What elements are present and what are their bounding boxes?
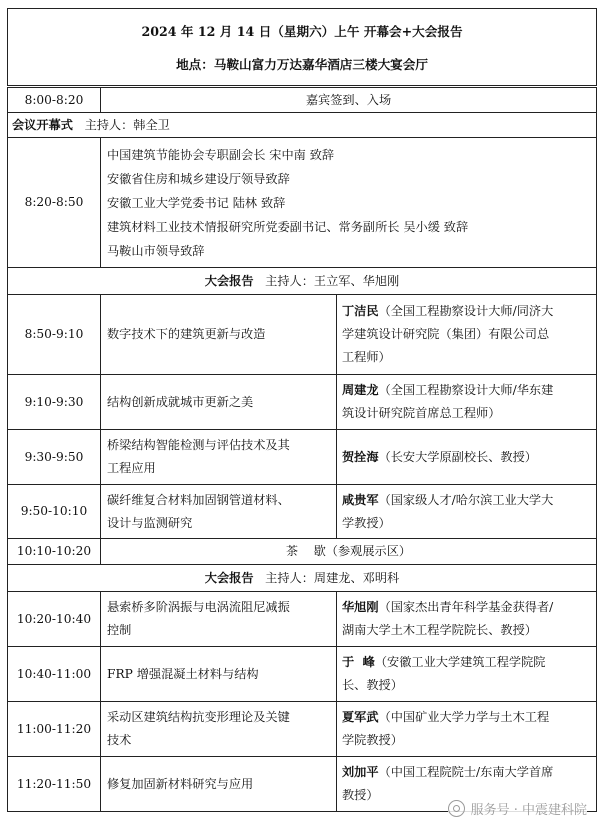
watermark-text: 服务号 · 中震建科院 — [470, 803, 587, 818]
checkin-text: 嘉宾签到、入场 — [101, 87, 597, 113]
talk-speaker: 刘加平（中国工程院院士/东南大学首席 教授） — [337, 757, 597, 812]
session2-title: 大会报告 — [204, 570, 254, 585]
talk-topic: 数字技术下的建筑更新与改造 — [101, 295, 337, 375]
session1-title: 大会报告 — [204, 273, 254, 288]
schedule-header — [8, 9, 597, 87]
watermark — [448, 799, 587, 818]
speaker-name: 咸贵军 — [342, 492, 379, 507]
speaker-name: 贺拴海 — [342, 449, 379, 464]
header-venue: 地点：马鞍山富力万达嘉华酒店三楼大宴会厅 — [176, 57, 428, 72]
session2-header — [8, 565, 597, 592]
talk-speaker: 贺拴海（长安大学原副校长、教授） — [337, 430, 597, 485]
opening-title: 会议开幕式 — [12, 117, 73, 132]
talk-speaker: 咸贵军（国家级人才/哈尔滨工业大学大 学教授） — [337, 485, 597, 539]
talk-topic: 结构创新成就城市更新之美 — [101, 375, 337, 430]
talk-time: 11:00-11:20 — [8, 702, 101, 757]
talk-time: 9:30-9:50 — [8, 430, 101, 485]
talk-topic: 悬索桥多阶涡振与电涡流阻尼减振 控制 — [101, 592, 337, 647]
checkin-time: 8:00-8:20 — [8, 87, 101, 113]
opening-line: 建筑材料工业技术情报研究所党委副书记、常务副所长 吴小缓 致辞 — [107, 219, 469, 234]
schedule-table — [7, 8, 597, 812]
opening-host: 主持人：韩全卫 — [84, 117, 170, 132]
talk-speaker: 华旭刚（国家杰出青年科学基金获得者/ 湖南大学土木工程学院院长、教授） — [337, 592, 597, 647]
talk-topic: FRP 增强混凝土材料与结构 — [101, 647, 337, 702]
talk-time: 10:20-10:40 — [8, 592, 101, 647]
opening-line: 安徽工业大学党委书记 陆林 致辞 — [107, 195, 286, 210]
break-text: 茶 歇（参观展示区） — [101, 539, 597, 565]
talk-speaker: 于 峰（安徽工业大学建筑工程学院院 长、教授） — [337, 647, 597, 702]
talk-speaker: 周建龙（全国工程勘察设计大师/华东建 筑设计研究院首席总工程师） — [337, 375, 597, 430]
speaker-name: 于 峰 — [342, 655, 375, 669]
speaker-name: 华旭刚 — [342, 600, 379, 614]
talk-time: 11:20-11:50 — [8, 757, 101, 812]
talk-topic: 碳纤维复合材料加固钢管道材料、 设计与监测研究 — [101, 485, 337, 539]
opening-header — [8, 113, 597, 138]
speaker-name: 夏军武 — [342, 710, 379, 724]
talk-topic: 修复加固新材料研究与应用 — [101, 757, 337, 812]
speaker-name: 周建龙 — [342, 383, 379, 397]
speaker-name: 丁洁民 — [342, 304, 379, 318]
talk-speaker: 夏军武（中国矿业大学力学与土木工程 学院教授） — [337, 702, 597, 757]
opening-time: 8:20-8:50 — [8, 138, 101, 268]
opening-speeches — [101, 138, 597, 268]
talk-time: 9:10-9:30 — [8, 375, 101, 430]
opening-line: 马鞍山市领导致辞 — [107, 243, 205, 258]
session2-host: 主持人：周建龙、邓明科 — [265, 570, 400, 585]
opening-line: 中国建筑节能协会专职副会长 宋中南 致辞 — [107, 147, 335, 162]
header-date-title: 2024 年 12 月 14 日（星期六）上午 开幕会+大会报告 — [141, 24, 463, 39]
talk-time: 9:50-10:10 — [8, 485, 101, 539]
wechat-service-icon — [448, 800, 465, 817]
session1-host: 主持人：王立军、华旭刚 — [265, 273, 400, 288]
opening-line: 安徽省住房和城乡建设厅领导致辞 — [107, 171, 290, 186]
session1-header — [8, 268, 597, 295]
talk-topic: 桥梁结构智能检测与评估技术及其 工程应用 — [101, 430, 337, 485]
talk-topic: 采动区建筑结构抗变形理论及关键 技术 — [101, 702, 337, 757]
break-time: 10:10-10:20 — [8, 539, 101, 565]
talk-time: 10:40-11:00 — [8, 647, 101, 702]
talk-time: 8:50-9:10 — [8, 295, 101, 375]
speaker-name: 刘加平 — [342, 765, 379, 779]
talk-speaker: 丁洁民（全国工程勘察设计大师/同济大 学建筑设计研究院（集团）有限公司总 工程师） — [337, 295, 597, 375]
